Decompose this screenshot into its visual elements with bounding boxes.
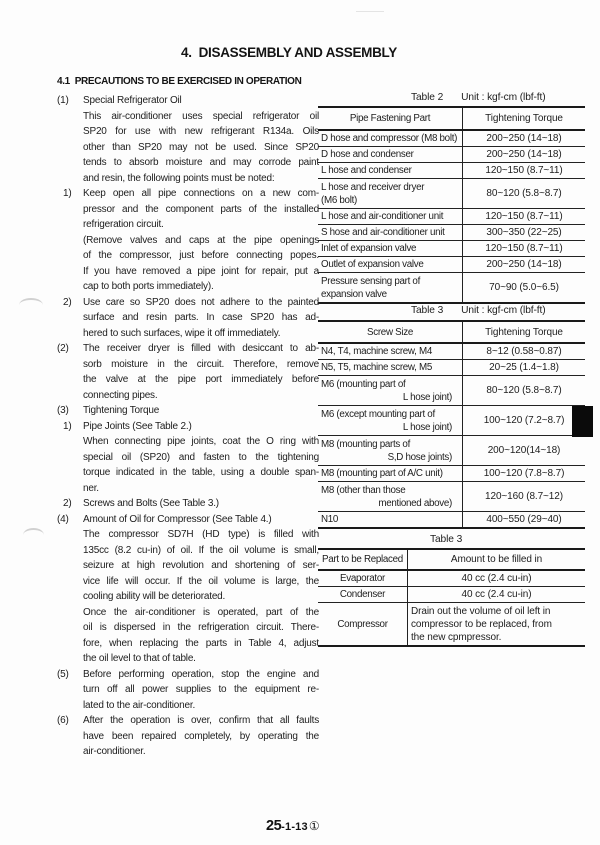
paragraph (57, 419, 319, 435)
text-line: refrigeration circuit. (83, 219, 164, 230)
cell-line: 300~350 (22~25) (486, 227, 562, 238)
cell-line: D hose and condenser (321, 149, 414, 160)
amount-cell (408, 587, 585, 602)
part-cell (318, 241, 463, 256)
paragraph-label: 1) (63, 420, 72, 432)
paragraph (57, 434, 319, 496)
text-line: oil is dispersed in the refrigeration circuit. There- (83, 622, 319, 633)
paragraph-lines (83, 186, 319, 233)
text-line: the valve at the pipe port immediately before (83, 374, 319, 385)
torque-cell (463, 147, 585, 162)
cell-line: L hose joint) (402, 391, 452, 403)
table-row (318, 587, 585, 603)
paragraph-label (57, 109, 83, 187)
margin-pencil-mark (19, 298, 43, 312)
paragraph (57, 667, 319, 714)
column-header: Tightening Torque (485, 326, 563, 338)
page-number (266, 817, 320, 835)
torque-cell (463, 406, 585, 435)
paragraph-lines (83, 403, 319, 419)
table-caption: Table 2 (411, 92, 444, 103)
cell-line: 40 cc (2.4 cu-in) (461, 589, 532, 600)
cell-line: 120~150 (8.7~11) (485, 211, 563, 222)
amount-cell (408, 603, 585, 645)
paragraph-lines (83, 109, 319, 187)
column-header-row (318, 108, 585, 131)
margin-pencil-mark (23, 528, 44, 542)
cell-line: 200~120(14~18) (487, 445, 561, 456)
table-row (318, 257, 585, 273)
paragraph-label (57, 233, 83, 295)
text-line: of the compressor, just before connecting popes. (83, 250, 319, 261)
paragraph-label: (2) (57, 343, 69, 354)
torque-cell (463, 360, 585, 375)
paragraph (57, 605, 319, 667)
cell-line: Pressure sensing part of (321, 275, 420, 287)
cell-line: S hose and air-conditioner unit (321, 227, 445, 238)
paragraph-label: (4) (57, 513, 69, 525)
paragraph-lines (83, 419, 319, 435)
table4-caption-row (318, 534, 585, 545)
text-line: ner. (83, 482, 99, 494)
torque-cell (463, 225, 585, 240)
table-unit-label: Unit : kgf-cm (lbf-ft) (461, 92, 546, 103)
cell-line: Compressor (337, 618, 388, 630)
torque-cell (463, 131, 585, 146)
text-line: cap to both ports immediately). (83, 281, 214, 292)
text-line: Tightening Torque (83, 405, 160, 416)
torque-cell (463, 209, 585, 224)
paragraph (57, 109, 319, 187)
table-row (318, 273, 585, 302)
text-line: Special Refrigerator Oil (83, 95, 182, 106)
table2-caption-row (318, 92, 585, 103)
part-cell (318, 360, 463, 375)
table-row (318, 436, 585, 466)
paragraph (57, 295, 319, 342)
cell-line: expansion valve (321, 288, 387, 300)
cell-line: M6 (except mounting part of (321, 408, 435, 420)
text-line: Keep open all pipe connections on a new com- (83, 188, 319, 199)
cell-line: 80~120 (5.8~8.7) (486, 385, 562, 396)
table-caption: Table 3 (411, 305, 444, 316)
screw-size-torque-table (318, 320, 585, 529)
torque-cell (463, 241, 585, 256)
paragraph-label: (5) (57, 668, 69, 680)
cell-line: 200~250 (14~18) (486, 133, 562, 144)
index-tab-marker (572, 406, 593, 437)
paragraph-label: (1) (57, 95, 69, 106)
part-cell (318, 273, 463, 302)
text-line: connecting pipes. (83, 389, 158, 401)
part-cell (318, 163, 463, 178)
part-cell (318, 571, 408, 586)
text-line: seizure at high revolution and shortening of ser- (83, 560, 319, 571)
part-cell (318, 406, 463, 435)
part-cell (318, 587, 408, 602)
column-header-row (318, 322, 585, 344)
page-number-minor: -1-13 (281, 821, 308, 833)
text-line: This air-conditioner uses special refrigerator oil (83, 110, 319, 122)
text-line: pressor and the component parts of the installed (83, 203, 319, 215)
table-row (318, 179, 585, 209)
torque-cell (463, 376, 585, 405)
text-line: vice life will occur. If the oil volume is large, the (83, 575, 319, 587)
text-line: lated to the air-conditioner. (83, 699, 196, 711)
paragraph-lines (83, 713, 319, 760)
part-cell (318, 466, 463, 481)
cell-line: 100~120 (7.8~8.7) (483, 468, 565, 479)
paragraph-lines (83, 434, 319, 496)
part-cell (318, 512, 463, 527)
paragraph-lines (83, 667, 319, 714)
torque-cell (463, 466, 585, 481)
paragraph (57, 713, 319, 760)
text-line: Use care so SP20 does not adhere to the painted (83, 296, 319, 308)
paragraph (57, 512, 319, 528)
cell-line: M8 (other than those (321, 484, 406, 496)
scan-artifact-dash (356, 11, 384, 12)
text-line: turn off all power supplies to the equipment re- (83, 684, 319, 695)
table-row (318, 131, 585, 147)
paragraph-label (57, 434, 83, 496)
text-line: fore, when replacing the parts in Table 4, adjust (83, 637, 319, 649)
text-line: Once the air-conditioner is operated, part of the (83, 606, 319, 618)
cell-line: S,D hose joints) (387, 451, 452, 463)
table-row (318, 225, 585, 241)
text-line: tends to absorb moisture and may corrode paint (83, 157, 319, 168)
cell-line: 80~120 (5.8~8.7) (486, 188, 562, 199)
cell-line: 200~250 (14~18) (486, 149, 562, 160)
text-line: If you have removed a pipe joint for repair, put a (83, 265, 319, 277)
text-line: (Remove valves and caps at the pipe openings (83, 234, 319, 246)
cell-line: 120~150 (8.7~11) (485, 165, 563, 176)
text-line: Pipe Joints (See Table 2.) (83, 420, 192, 432)
text-line: The receiver dryer is filled with desiccant to ab- (83, 343, 319, 354)
table-row (318, 482, 585, 512)
part-cell (318, 209, 463, 224)
table-row (318, 376, 585, 406)
table-unit-label: Unit : kgf-cm (lbf-ft) (461, 305, 546, 316)
cell-line: 100~120 (7.2~8.7) (483, 415, 565, 426)
part-cell (318, 257, 463, 272)
cell-line: Condenser (339, 589, 386, 600)
torque-cell (463, 344, 585, 359)
paragraph-label: 1) (63, 188, 72, 199)
amount-cell (408, 571, 585, 586)
cell-line: N4, T4, machine screw, M4 (321, 346, 433, 357)
text-line: hered to such surfaces, wipe it off immediately. (83, 327, 281, 339)
text-line: have been repaired completely, by operating the (83, 730, 319, 742)
cell-line: N5, T5, machine screw, M5 (321, 362, 433, 373)
text-line: torque indicated in the table, using a double span- (83, 467, 319, 478)
paragraph-label (57, 605, 83, 667)
text-line: The compressor SD7H (HD type) is filled with (83, 529, 319, 540)
section-heading: 4.1 PRECAUTIONS TO BE EXERCISED IN OPERATION (57, 76, 302, 87)
cell-line: M8 (mounting parts of (321, 438, 410, 450)
page-title: 4. DISASSEMBLY AND ASSEMBLY (181, 45, 397, 60)
part-cell (318, 147, 463, 162)
table3-caption-row (318, 305, 585, 316)
paragraph-lines (83, 527, 319, 605)
cell-line: 40 cc (2.4 cu-in) (461, 573, 532, 584)
part-cell (318, 179, 463, 208)
oil-fill-amount-table (318, 548, 585, 647)
paragraph-label (57, 527, 83, 605)
table-row (318, 147, 585, 163)
paragraph-label: 2) (63, 296, 72, 308)
circled-one-icon: ① (308, 819, 320, 833)
cell-line: 120~150 (8.7~11) (485, 243, 563, 254)
cell-line: D hose and compressor (M8 bolt) (321, 133, 458, 144)
cell-line: Inlet of expansion valve (321, 243, 417, 254)
text-line: Before performing operation, stop the engine and (83, 668, 319, 680)
paragraph-lines (83, 512, 319, 528)
cell-line: 200~250 (14~18) (486, 259, 562, 270)
text-line: special oil (SP20) and fasten to the tightening (83, 451, 319, 463)
cell-line: 20~25 (1.4~1.8) (489, 362, 559, 373)
text-line: Screws and Bolts (See Table 3.) (83, 498, 219, 509)
table-row (318, 241, 585, 257)
table-row (318, 360, 585, 376)
column-header: Pipe Fastening Part (318, 108, 463, 129)
torque-cell (463, 179, 585, 208)
paragraph-lines (83, 496, 319, 512)
cell-line: 400~550 (29~40) (486, 514, 562, 525)
text-line: air-conditioner. (83, 746, 146, 757)
cell-line: mentioned above) (378, 497, 452, 509)
paragraph-label: (6) (57, 715, 69, 726)
text-line: the oil level to that of table. (83, 653, 196, 664)
paragraph-lines (83, 341, 319, 403)
part-cell (318, 344, 463, 359)
paragraph (57, 527, 319, 605)
text-line: 135cc (8.2 cu-in) of oil. If the oil volume is small, (83, 544, 319, 556)
text-line: other than SP20 may not be used. Since SP20 (83, 141, 319, 153)
paragraph-lines (83, 93, 319, 109)
page-number-major: 25 (266, 818, 282, 834)
text-line: Amount of Oil for Compressor (See Table 4.) (83, 513, 272, 525)
cell-line: L hose and receiver dryer (321, 181, 425, 193)
table-row (318, 512, 585, 527)
table-row (318, 406, 585, 436)
part-cell (318, 436, 463, 465)
precautions-text-column (57, 93, 319, 760)
text-line: sorb moisture in the circuit. Therefore, remove (83, 358, 319, 370)
cell-line: 70~90 (5.0~6.5) (489, 282, 559, 293)
table-row (318, 466, 585, 482)
column-header: Tightening Torque (485, 113, 563, 124)
paragraph-lines (83, 295, 319, 342)
cell-line: M6 (mounting part of (321, 378, 406, 390)
part-cell (318, 131, 463, 146)
paragraph (57, 93, 319, 109)
torque-cell (463, 482, 585, 511)
text-line: SP20 for use with new refrigerant R134a. Oils (83, 126, 319, 137)
paragraph (57, 403, 319, 419)
torque-cell (463, 436, 585, 465)
part-cell (318, 603, 408, 645)
cell-line: (M6 bolt) (321, 194, 357, 206)
cell-line: L hose and air-conditioner unit (321, 211, 444, 222)
cell-line: Evaporator (340, 573, 385, 584)
cell-line: Outlet of expansion valve (321, 259, 424, 270)
paragraph-label: (3) (57, 405, 69, 416)
cell-line: M8 (mounting part of A/C unit) (321, 468, 443, 479)
cell-line: the new cpmpressor. (411, 631, 502, 643)
cell-line: 8~12 (0.58~0.87) (486, 346, 562, 357)
part-cell (318, 225, 463, 240)
cell-line: 120~160 (8.7~12) (485, 491, 563, 502)
paragraph-lines (83, 233, 319, 295)
torque-cell (463, 512, 585, 527)
cell-line: L hose and condenser (321, 165, 412, 176)
pipe-fastening-torque-table (318, 106, 585, 304)
torque-cell (463, 273, 585, 302)
column-header: Amount to be filled in (450, 554, 543, 565)
text-line: cooling ability will be deteriorated. (83, 591, 226, 602)
table-caption: Table 3 (430, 534, 463, 545)
paragraph-label: 2) (63, 498, 72, 509)
cell-line: compressor to be replaced, from (411, 618, 552, 630)
table-row (318, 163, 585, 179)
column-header-row (318, 550, 585, 571)
cell-line: Drain out the volume of oil left in (411, 605, 551, 617)
paragraph (57, 186, 319, 233)
torque-cell (463, 257, 585, 272)
text-line: After the operation is over, confirm that all faults (83, 715, 319, 726)
table-row (318, 344, 585, 360)
part-cell (318, 376, 463, 405)
paragraph (57, 233, 319, 295)
paragraph-lines (83, 605, 319, 667)
cell-line: N10 (321, 514, 339, 525)
paragraph (57, 496, 319, 512)
column-header: Part to be Replaced (318, 550, 408, 569)
table-row (318, 603, 585, 645)
table-row (318, 571, 585, 587)
column-header: Screw Size (318, 322, 463, 342)
table-row (318, 209, 585, 225)
cell-line: L hose joint) (402, 421, 452, 433)
paragraph (57, 341, 319, 403)
text-line: surface and resin parts. In case SP20 has ad- (83, 312, 319, 323)
text-line: When connecting pipe joints, coat the O ring with (83, 436, 319, 447)
text-line: and resin, the following points must be noted: (83, 172, 275, 184)
part-cell (318, 482, 463, 511)
torque-cell (463, 163, 585, 178)
